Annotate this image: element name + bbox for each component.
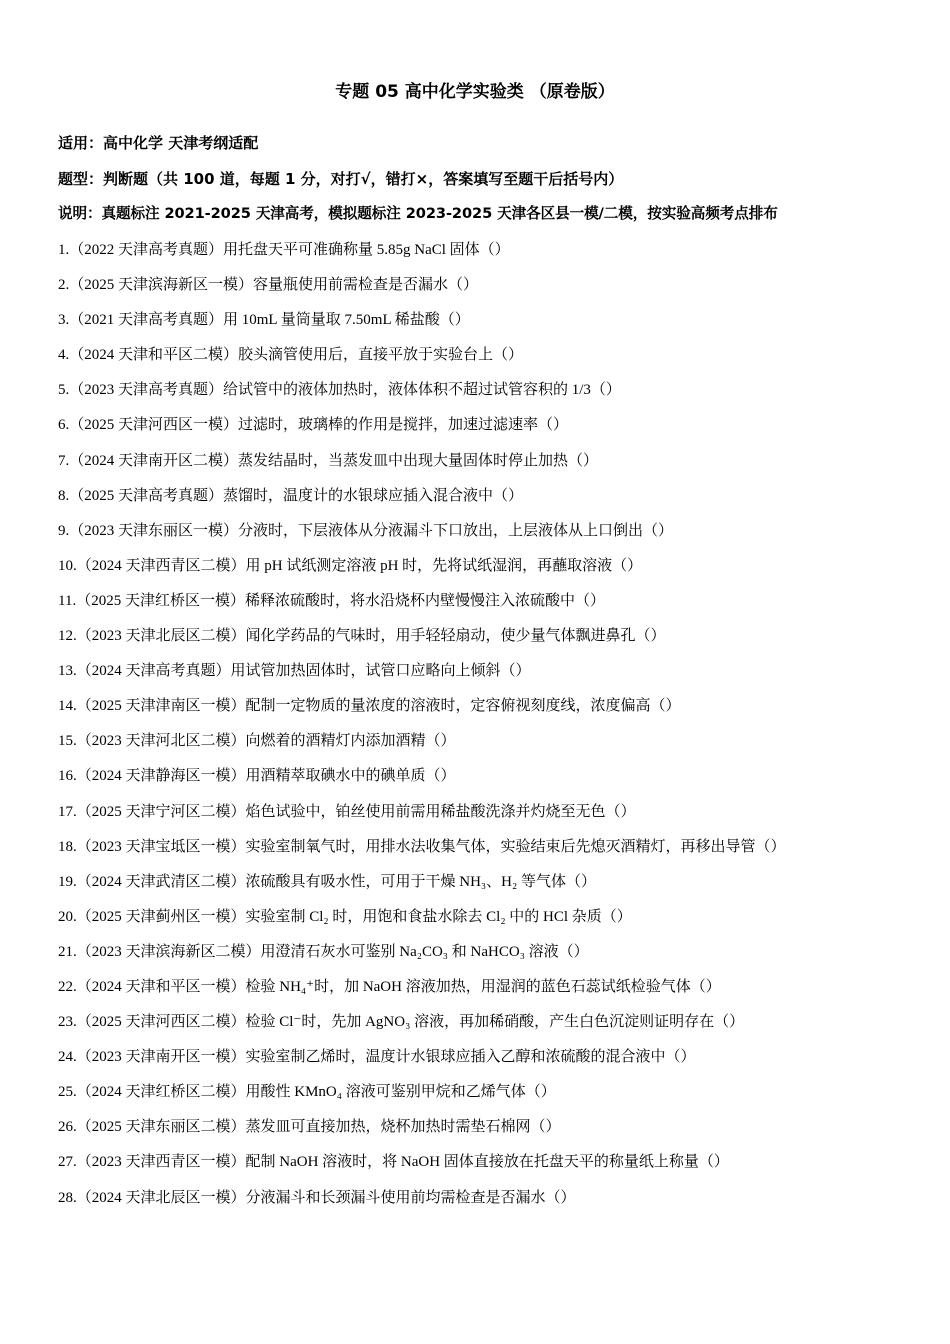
question-list (58, 239, 928, 1222)
question-item: 24.（2023 天津南开区一模）实验室制乙烯时，温度计水银球应插入乙醇和浓硫酸的混合液中（） (58, 1049, 696, 1066)
question-item: 18.（2023 天津宝坻区一模）实验室制氧气时，用排水法收集气体，实验结束后先熄灭酒精灯，再移出导管（） (58, 838, 786, 855)
question-item: 7.（2024 天津南开区二模）蒸发结晶时，当蒸发皿中出现大量固体时停止加热（） (58, 452, 599, 469)
question-item: 11.（2025 天津红桥区一模）稀释浓硫酸时，将水沿烧杯内壁慢慢注入浓硫酸中（） (58, 592, 605, 609)
question-item: 3.（2021 天津高考真题）用 10mL 量筒量取 7.50mL 稀盐酸（） (58, 312, 470, 329)
question-item: 16.（2024 天津静海区一模）用酒精萃取碘水中的碘单质（） (58, 768, 456, 785)
question-item: 27.（2023 天津西青区一模）配制 NaOH 溶液时，将 NaOH 固体直接放在托盘天平的称量纸上称量（） (58, 1154, 729, 1171)
question-item: 4.（2024 天津和平区二模）胶头滴管使用后，直接平放于实验台上（） (58, 347, 524, 364)
question-item: 15.（2023 天津河北区二模）向燃着的酒精灯内添加酒精（） (58, 733, 456, 750)
question-item: 9.（2023 天津东丽区一模）分液时，下层液体从分液漏斗下口放出，上层液体从上口倒出（） (58, 522, 674, 539)
question-type-line: 题型：判断题（共 100 道，每题 1 分，对打√，错打×，答案填写至题干后括号内） (58, 170, 624, 188)
question-item: 28.（2024 天津北辰区一模）分液漏斗和长颈漏斗使用前均需检查是否漏水（） (58, 1189, 576, 1206)
question-item: 2.（2025 天津滨海新区一模）容量瓶使用前需检查是否漏水（） (58, 277, 479, 294)
question-item: 21.（2023 天津滨海新区二模）用澄清石灰水可鉴别 Na₂CO₃ 和 NaHCO₃ 溶液（） (58, 943, 589, 960)
question-item: 13.（2024 天津高考真题）用试管加热固体时，试管口应略向上倾斜（） (58, 663, 531, 680)
question-item: 22.（2024 天津和平区一模）检验 NH₄⁺时，加 NaOH 溶液加热，用湿润的蓝色石蕊试纸检验气体（） (58, 978, 721, 995)
question-item: 14.（2025 天津津南区一模）配制一定物质的量浓度的溶液时，定容俯视刻度线，浓度偏高（） (58, 698, 681, 715)
question-item: 23.（2025 天津河西区二模）检验 Cl⁻时，先加 AgNO₃ 溶液，再加稀硝酸，产生白色沉淀则证明存在（） (58, 1014, 745, 1031)
question-item: 1.（2022 天津高考真题）用托盘天平可准确称量 5.85g NaCl 固体（） (58, 242, 510, 258)
question-item: 26.（2025 天津东丽区二模）蒸发皿可直接加热，烧杯加热时需垫石棉网（） (58, 1119, 561, 1136)
applicable-line: 适用：高中化学 天津考纲适配 (58, 134, 259, 152)
question-item: 10.（2024 天津西青区二模）用 pH 试纸测定溶液 pH 时，先将试纸湿润，再蘸取溶液（） (58, 557, 643, 574)
question-item: 19.（2024 天津武清区二模）浓硫酸具有吸水性，可用于干燥 NH₃、H₂ 等气体（） (58, 873, 596, 890)
question-item: 12.（2023 天津北辰区二模）闻化学药品的气味时，用手轻轻扇动，使少量气体飘进鼻孔（） (58, 628, 666, 645)
question-item: 25.（2024 天津红桥区二模）用酸性 KMnO₄ 溶液可鉴别甲烷和乙烯气体（） (58, 1084, 556, 1101)
question-item: 5.（2023 天津高考真题）给试管中的液体加热时，液体体积不超过试管容积的 1/3（） (58, 382, 621, 399)
question-item: 17.（2025 天津宁河区二模）焰色试验中，铂丝使用前需用稀盐酸洗涤并灼烧至无色（） (58, 803, 636, 820)
document-title: 专题 05 高中化学实验类 （原卷版） (335, 82, 615, 102)
question-item: 20.（2025 天津蓟州区一模）实验室制 Cl₂ 时，用饱和食盐水除去 Cl₂ 中的 HCl 杂质（） (58, 908, 632, 925)
question-item: 8.（2025 天津高考真题）蒸馏时，温度计的水银球应插入混合液中（） (58, 487, 524, 504)
note-line: 说明：真题标注 2021-2025 天津高考，模拟题标注 2023-2025 天津各区县一模/二模，按实验高频考点排布 (58, 205, 778, 222)
question-item: 6.（2025 天津河西区一模）过滤时，玻璃棒的作用是搅拌，加速过滤速率（） (58, 417, 569, 434)
